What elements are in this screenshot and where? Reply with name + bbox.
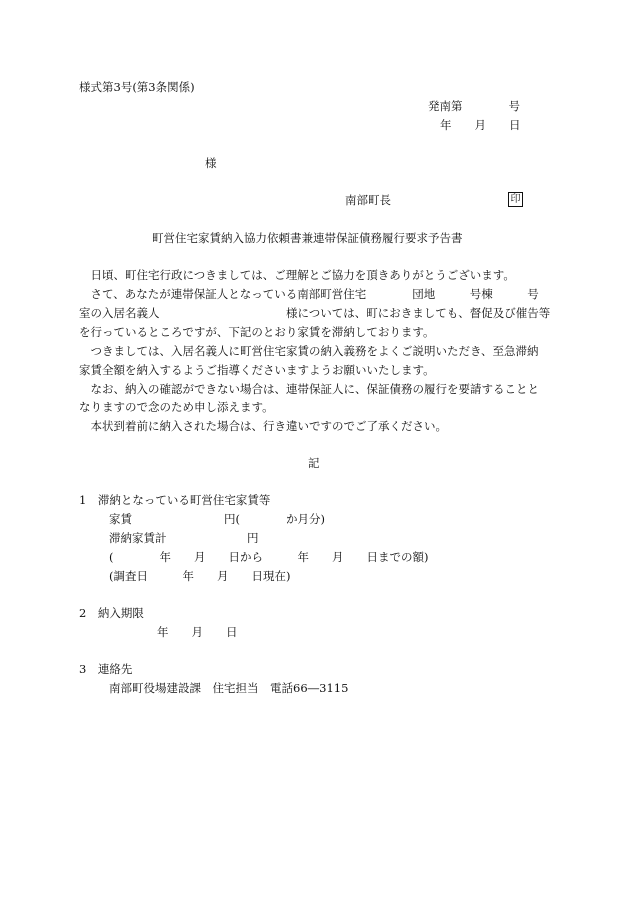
survey-date-line: (調査日 年 月 日現在) — [109, 569, 291, 583]
payment-deadline: 年 月 日 — [157, 625, 238, 639]
contact-line: 南部町役場建設課 住宅担当 電話66―3115 — [109, 681, 349, 695]
seal-box: 印 — [508, 192, 523, 207]
body-line: 本状到着前に納入された場合は、行き違いですのでご了承ください。 — [79, 419, 447, 433]
document-title: 町営住宅家賃納入協力依頼書兼連帯保証債務履行要求予告書 — [152, 231, 463, 245]
ki-heading: 記 — [308, 456, 320, 470]
body-line: つきましては、入居名義人に町営住宅家賃の納入義務をよくご説明いただき、至急滞納 — [79, 344, 539, 358]
body-line: なお、納入の確認ができない場合は、連帯保証人に、保証債務の履行を要請することと — [79, 382, 539, 396]
body-line: を行っているところですが、下記のとおり家賃を滞納しております。 — [79, 325, 435, 339]
issue-number: 発南第 号 — [428, 99, 520, 113]
section2-heading: 2 納入期限 — [79, 606, 144, 620]
section3-heading: 3 連絡先 — [79, 662, 133, 676]
arrears-period-line: ( 年 月 日から 年 月 日までの額) — [109, 550, 429, 564]
rent-line: 家賃 円( か月分) — [109, 512, 325, 526]
total-arrears-line: 滞納家賃計 円 — [109, 531, 259, 545]
sender-name: 南部町長 — [345, 193, 391, 207]
section1-heading: 1 滞納となっている町営住宅家賃等 — [79, 493, 271, 507]
body-line: 日頃、町住宅行政につきましては、ご理解とご協力を頂きありがとうございます。 — [79, 268, 515, 282]
addressee-suffix: 様 — [205, 156, 217, 170]
body-line: 家賃全額を納入するようご指導くださいますようお願いいたします。 — [79, 363, 435, 377]
body-line: なりますので念のため申し添えます。 — [79, 400, 274, 414]
body-line: 室の入居名義人 様については、町におきましても、督促及び催告等 — [79, 306, 551, 320]
form-number: 様式第3号(第3条関係) — [79, 80, 195, 94]
body-line: さて、あなたが連帯保証人となっている南部町営住宅 団地 号棟 号 — [79, 287, 539, 301]
issue-date: 年 月 日 — [440, 118, 521, 132]
